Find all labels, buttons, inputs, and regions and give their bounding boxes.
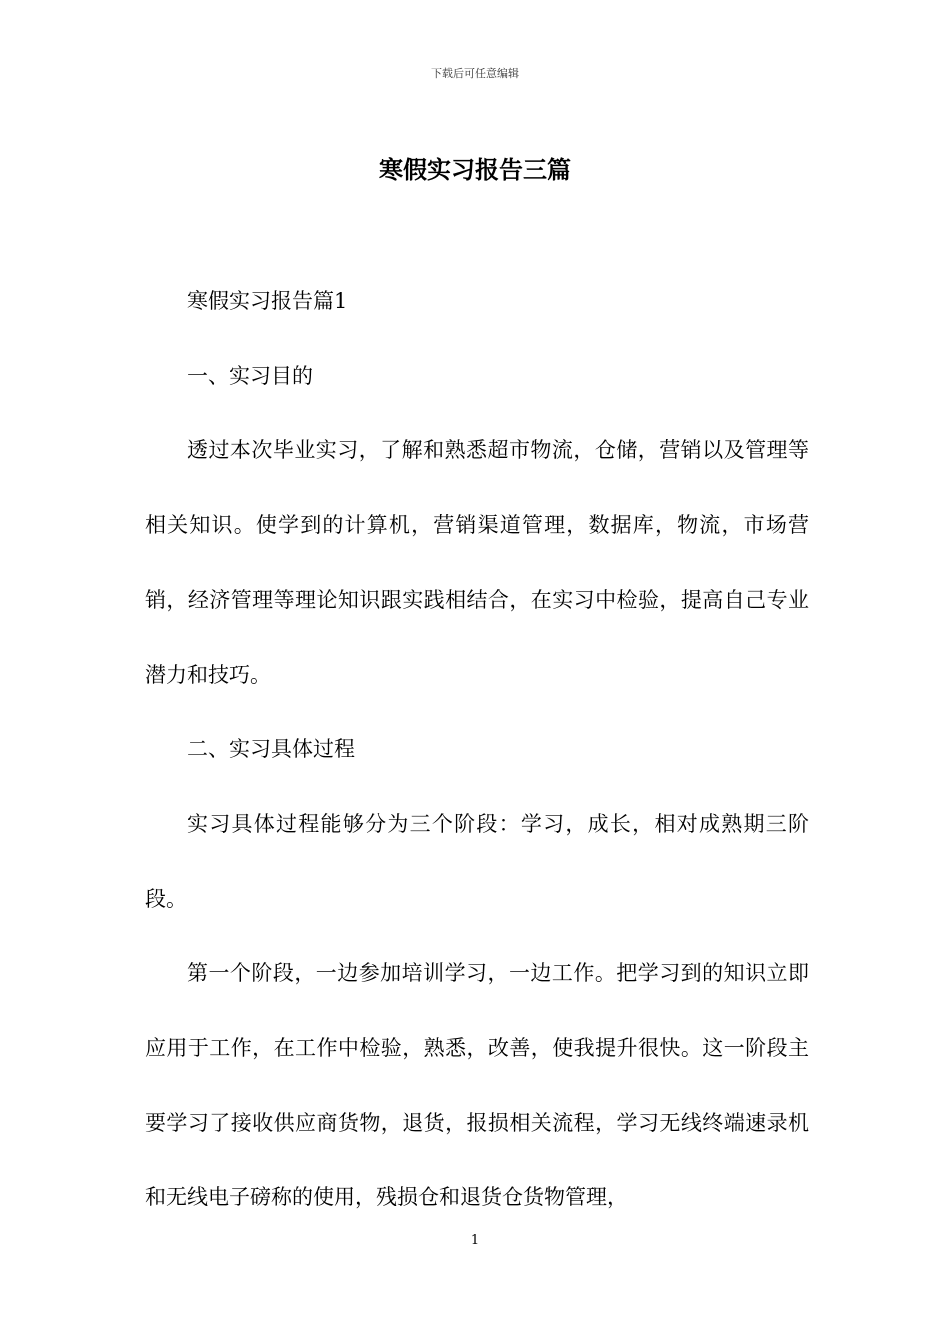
page-number: 1 (470, 1233, 480, 1248)
document-body (145, 264, 809, 1235)
paragraph-process-overview: 实习具体过程能够分为三个阶段：学习，成长，相对成熟期三阶段。 (145, 811, 809, 911)
subheading-purpose: 一、实习目的 (187, 363, 313, 388)
subheading-process: 二、实习具体过程 (187, 737, 355, 762)
paragraph-stage-one: 第一个阶段，一边参加培训学习，一边工作。把学习到的知识立即应用于工作，在工作中检验，熟悉，改善，使我提升很快。这一阶段主要学习了接收供应商货物，退货，报损相关流程，学习无线终端速录机和无线电子磅称的使用，残损仓和退货仓货物管理， (145, 961, 809, 1210)
section-heading: 寒假实习报告篇1 (187, 289, 348, 313)
paragraph-purpose: 透过本次毕业实习，了解和熟悉超市物流，仓储，营销以及管理等相关知识。使学到的计算机，营销渠道管理，数据库，物流，市场营销，经济管理等理论知识跟实践相结合，在实习中检验，提高自己专业潜力和技巧。 (145, 438, 809, 687)
header-note: 下载后可任意编辑 (431, 67, 519, 80)
document-title: 寒假实习报告三篇 (379, 155, 571, 184)
